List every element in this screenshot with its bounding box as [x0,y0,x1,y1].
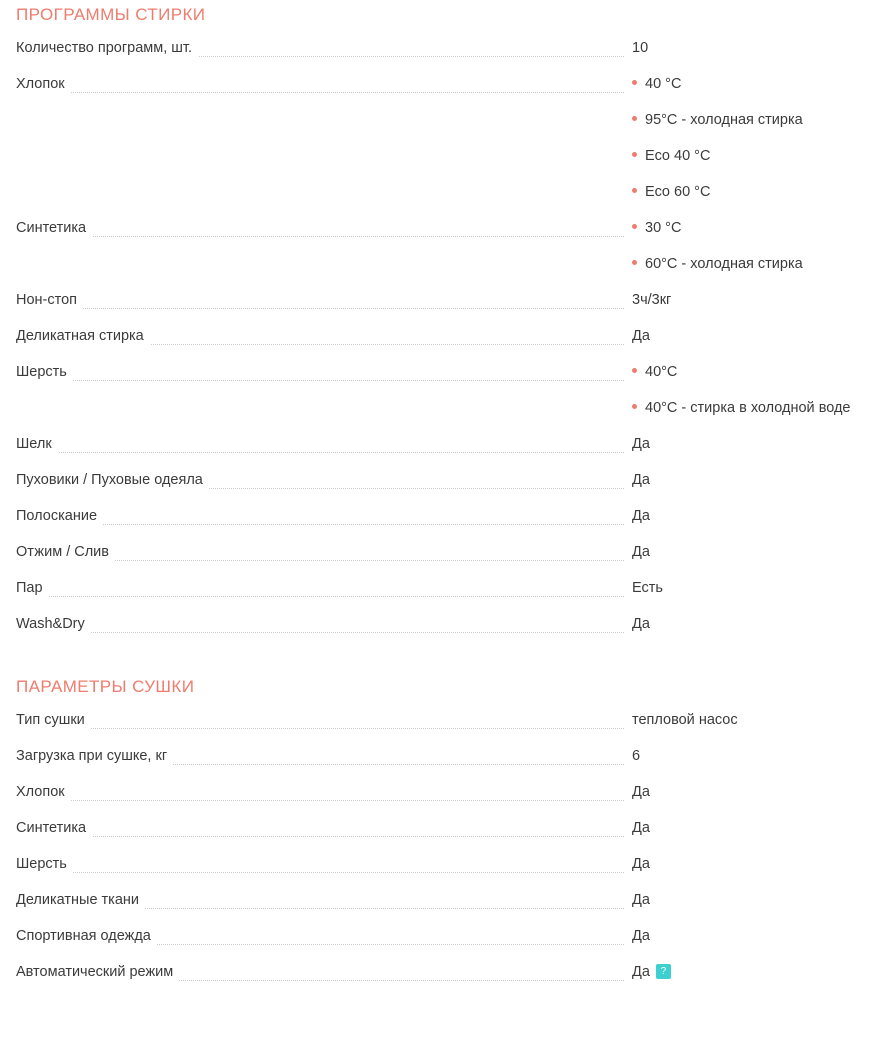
spec-value-text: Да [632,928,650,944]
spec-value-text: 30 °C [645,220,682,236]
spec-value-text: 10 [632,40,649,56]
table-row [8,282,877,318]
spec-label: Нон-стоп [16,282,83,318]
spec-label-cell [8,570,632,606]
spec-value-text: 95°C - холодная стирка [645,112,803,128]
table-row [8,462,877,498]
spec-label: Полоскание [16,498,103,534]
spec-value-text: Да [632,328,650,344]
spec-value-cell [632,606,877,642]
spec-value-text: Да [632,964,650,980]
spec-value [632,282,877,318]
table-row [8,66,877,210]
table-row [8,534,877,570]
spec-value [632,702,877,738]
spec-value-text: тепловой насос [632,712,738,728]
sections-container [8,0,877,990]
section-title: ПАРАМЕТРЫ СУШКИ [16,677,195,696]
dotted-leader [16,452,624,453]
dotted-leader [16,836,624,837]
spec-value [632,498,877,534]
dotted-leader [16,728,624,729]
spec-label-cell [8,846,632,882]
spec-value-text: 40°C - стирка в холодной воде [645,400,851,416]
dotted-leader [16,800,624,801]
spec-value-cell [632,282,877,318]
spec-label: Количество программ, шт. [16,30,198,66]
spec-label-cell [8,954,632,990]
spec-value-text: Есть [632,580,663,596]
spec-label: Хлопок [16,774,71,810]
spec-section [8,642,877,990]
spec-table [8,30,877,642]
table-row [8,354,877,426]
spec-label-cell [8,810,632,846]
spec-label-cell [8,774,632,810]
spec-label-cell [8,498,632,534]
spec-label-cell [8,66,632,210]
spec-value-cell [632,918,877,954]
spec-value-text: Eco 60 °C [645,184,711,200]
spec-label-cell [8,210,632,282]
dotted-leader [16,236,624,237]
table-row [8,498,877,534]
spec-value [632,738,877,774]
spec-value-bullet-item [632,138,877,174]
spec-value [632,846,877,882]
dotted-leader [16,632,624,633]
spec-label-cell [8,534,632,570]
spec-value-cell [632,534,877,570]
spec-label: Отжим / Слив [16,534,115,570]
spec-value-text: 60°C - холодная стирка [645,256,803,272]
spec-value-cell [632,882,877,918]
spec-value-bullet-item [632,210,877,246]
table-row [8,606,877,642]
spec-value [632,810,877,846]
dotted-leader [16,596,624,597]
spec-value-cell [632,462,877,498]
dotted-leader [16,92,624,93]
spec-value-text: Да [632,892,650,908]
spec-value-bullet-item [632,66,877,102]
spec-label: Тип сушки [16,702,91,738]
help-icon[interactable]: ? [656,964,671,979]
spec-label-cell [8,282,632,318]
spec-value-bullet-item [632,390,877,426]
spec-value-cell [632,66,877,210]
spec-value-text: 40 °C [645,76,682,92]
spec-label: Пуховики / Пуховые одеяла [16,462,209,498]
spec-value-text: Да [632,784,650,800]
dotted-leader [16,872,624,873]
dotted-leader [16,308,624,309]
spec-value-cell [632,354,877,426]
table-row [8,210,877,282]
spec-value-text: Да [632,544,650,560]
spec-value-cell [632,210,877,282]
spec-table [8,702,877,990]
spec-label: Хлопок [16,66,71,102]
spec-value-bullet-item [632,174,877,210]
spec-label-cell [8,318,632,354]
spec-label: Деликатные ткани [16,882,145,918]
spec-value-text: Да [632,820,650,836]
spec-label-cell [8,606,632,642]
spec-value-text: Да [632,856,650,872]
spec-value-cell [632,30,877,66]
spec-value [632,318,877,354]
spec-value-bullet-item [632,246,877,282]
spec-value-cell [632,318,877,354]
spec-label: Деликатная стирка [16,318,150,354]
dotted-leader [16,380,624,381]
spec-value [632,534,877,570]
spec-value [632,426,877,462]
spec-label-cell [8,462,632,498]
table-row [8,882,877,918]
table-row [8,954,877,990]
spec-value-text: Да [632,472,650,488]
spec-value [632,462,877,498]
section-title: ПРОГРАММЫ СТИРКИ [16,5,206,24]
spec-value [632,606,877,642]
spec-value-cell [632,702,877,738]
spec-label: Автоматический режим [16,954,179,990]
spec-value-cell [632,738,877,774]
spec-value [632,774,877,810]
spec-value-bullet-item [632,102,877,138]
table-row [8,570,877,606]
spec-label-cell [8,882,632,918]
spec-label: Синтетика [16,210,92,246]
table-row [8,318,877,354]
spec-value [632,918,877,954]
spec-value [632,570,877,606]
spec-section [8,0,877,642]
spec-value [632,882,877,918]
spec-value-cell [632,498,877,534]
table-row [8,774,877,810]
spec-value-text: Да [632,436,650,452]
dotted-leader [16,524,624,525]
spec-value-text: 40°C [645,364,678,380]
spec-value [632,954,877,990]
table-row [8,738,877,774]
table-row [8,846,877,882]
spec-value-text: Да [632,508,650,524]
spec-value-cell [632,954,877,990]
spec-value [632,30,877,66]
spec-value-bullet-item [632,354,877,390]
spec-label: Спортивная одежда [16,918,157,954]
table-row [8,810,877,846]
spec-label: Шерсть [16,846,73,882]
spec-label: Шерсть [16,354,73,390]
spec-label: Wash&Dry [16,606,91,642]
spec-value-text: Да [632,616,650,632]
spec-value-text: Eco 40 °C [645,148,711,164]
spec-label-cell [8,918,632,954]
spec-label-cell [8,702,632,738]
table-row [8,426,877,462]
spec-value-text: 3ч/3кг [632,292,672,308]
spec-label: Загрузка при сушке, кг [16,738,173,774]
spec-label-cell [8,738,632,774]
table-row [8,702,877,738]
table-row [8,918,877,954]
spec-label: Шелк [16,426,58,462]
spec-value-cell [632,774,877,810]
spec-label-cell [8,426,632,462]
spec-value-text: 6 [632,748,641,764]
section-spacer [8,642,877,672]
spec-label: Синтетика [16,810,92,846]
spec-value-cell [632,570,877,606]
spec-value-cell [632,426,877,462]
spec-label: Пар [16,570,49,606]
table-row [8,30,877,66]
spec-label-cell [8,30,632,66]
spec-value-cell [632,846,877,882]
spec-value-cell [632,810,877,846]
spec-label-cell [8,354,632,426]
